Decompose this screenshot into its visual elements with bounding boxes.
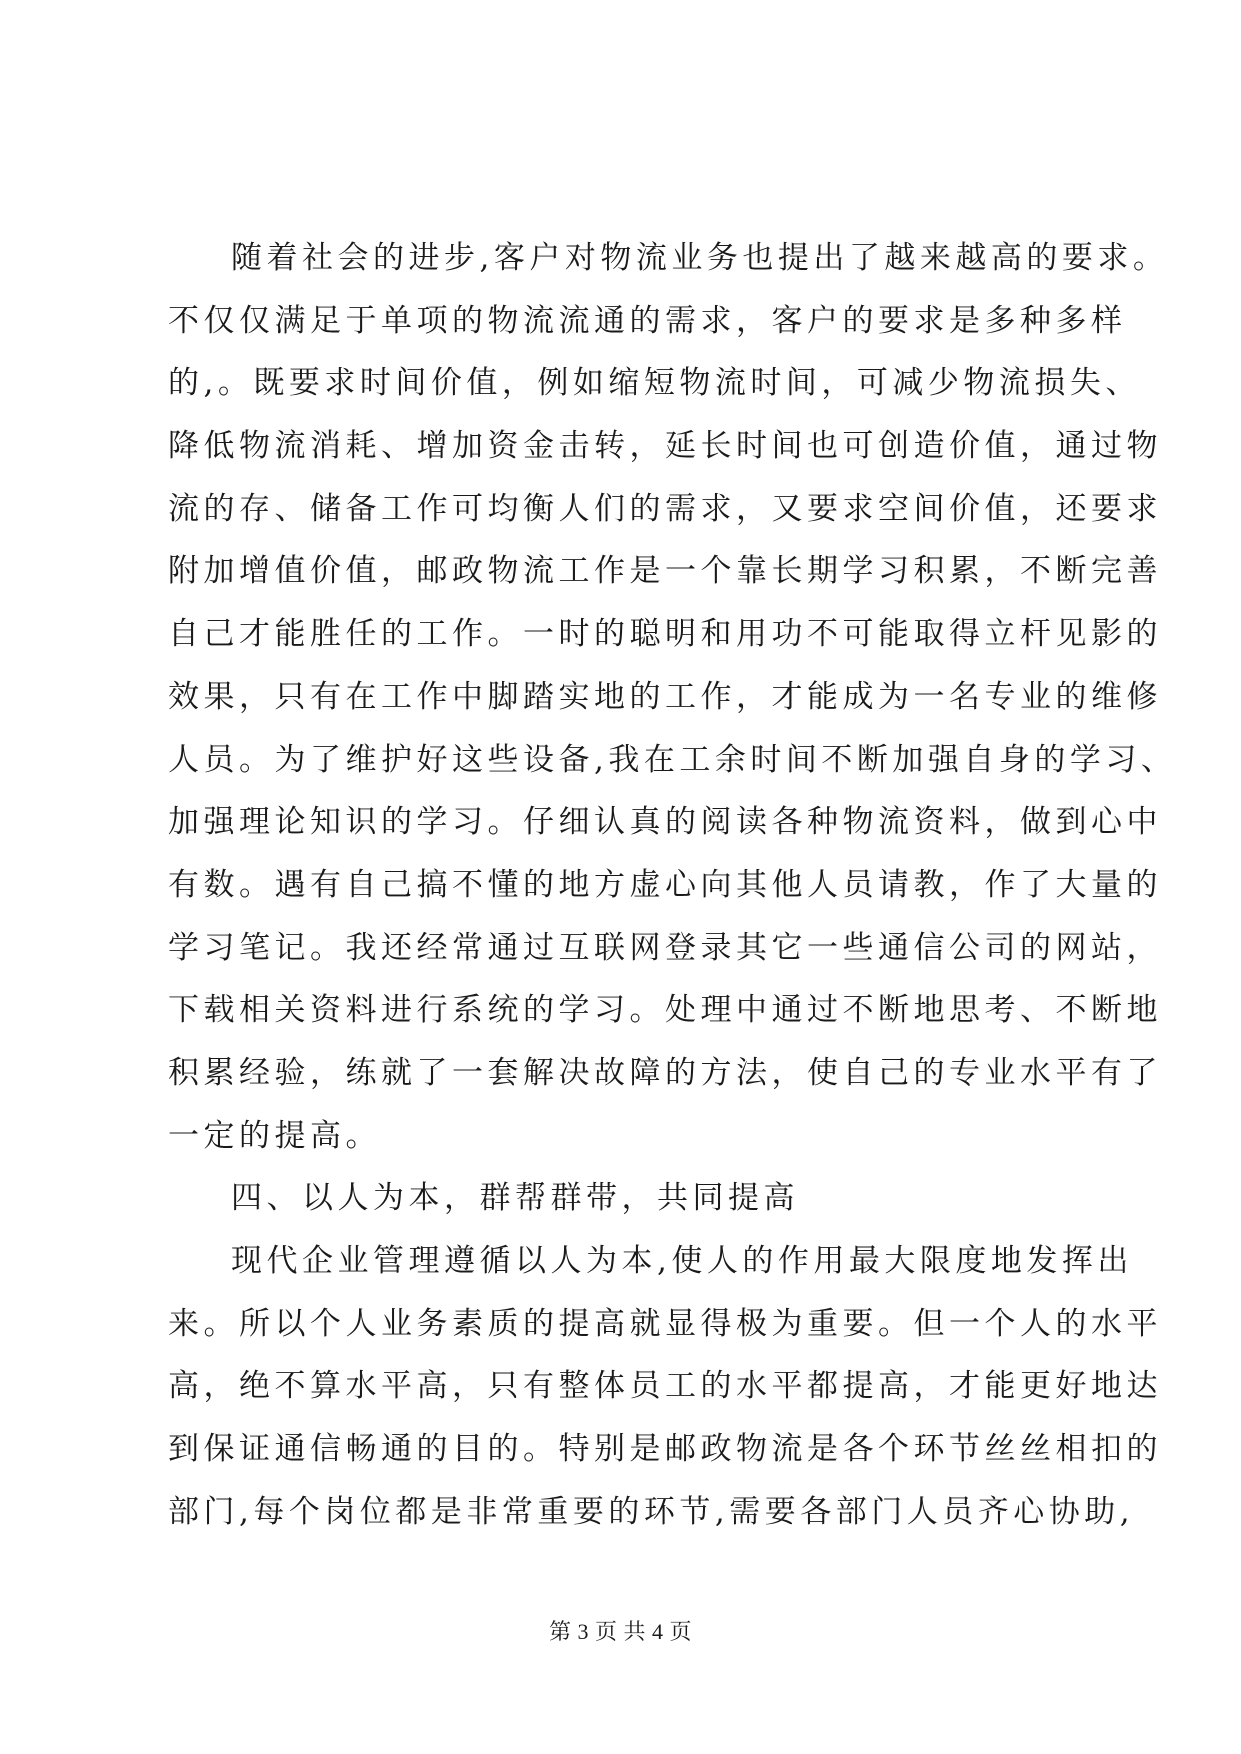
text-line-18: 来。所以个人业务素质的提高就显得极为重要。但一个人的水平 — [168, 1305, 1162, 1342]
text-line-6: 附加增值价值，邮政物流工作是一个靠长期学习积累，不断完善 — [168, 553, 1162, 590]
text-line-15: 一定的提高。 — [168, 1117, 381, 1154]
text-line-1: 随着社会的进步,客户对物流业务也提出了越来越高的要求。 — [231, 240, 1169, 276]
text-line-8: 效果，只有在工作中脚踏实地的工作，才能成为一名专业的维修 — [168, 678, 1162, 715]
text-line-9: 人员。为了维护好这些设备,我在工余时间不断加强自身的学习、 — [168, 741, 1177, 778]
text-line-10: 加强理论知识的学习。仔细认真的阅读各种物流资料，做到心中 — [168, 804, 1162, 841]
text-line-14: 积累经验，练就了一套解决故障的方法，使自己的专业水平有了 — [168, 1054, 1162, 1091]
section-heading: 四、以人为本，群帮群带，共同提高 — [231, 1180, 799, 1217]
page-number-footer: 第 3 页 共 4 页 — [548, 1619, 692, 1644]
text-line-20: 到保证通信畅通的目的。特别是邮政物流是各个环节丝丝相扣的 — [168, 1431, 1162, 1468]
text-line-19: 高，绝不算水平高，只有整体员工的水平都提高，才能更好地达 — [168, 1368, 1162, 1405]
text-line-4: 降低物流消耗、增加资金击转，延长时间也可创造价值，通过物 — [168, 428, 1162, 465]
text-line-13: 下载相关资料进行系统的学习。处理中通过不断地思考、不断地 — [168, 992, 1162, 1029]
text-line-3: 的,。既要求时间价值，例如缩短物流时间，可减少物流损失、 — [168, 365, 1141, 402]
text-line-12: 学习笔记。我还经常通过互联网登录其它一些通信公司的网站， — [168, 929, 1162, 966]
document-body — [168, 227, 1177, 1543]
text-line-2: 不仅仅满足于单项的物流流通的需求，客户的要求是多种多样 — [168, 302, 1127, 339]
text-line-21: 部门,每个岗位都是非常重要的环节,需要各部门人员齐心协助, — [168, 1493, 1135, 1530]
text-line-17: 现代企业管理遵循以人为本,使人的作用最大限度地发挥出 — [231, 1243, 1133, 1279]
text-line-5: 流的存、储备工作可均衡人们的需求，又要求空间价值，还要求 — [168, 490, 1162, 527]
text-line-7: 自己才能胜任的工作。一时的聪明和用功不可能取得立杆见影的 — [168, 616, 1162, 653]
text-line-11: 有数。遇有自己搞不懂的地方虚心向其他人员请教，作了大量的 — [168, 866, 1162, 903]
